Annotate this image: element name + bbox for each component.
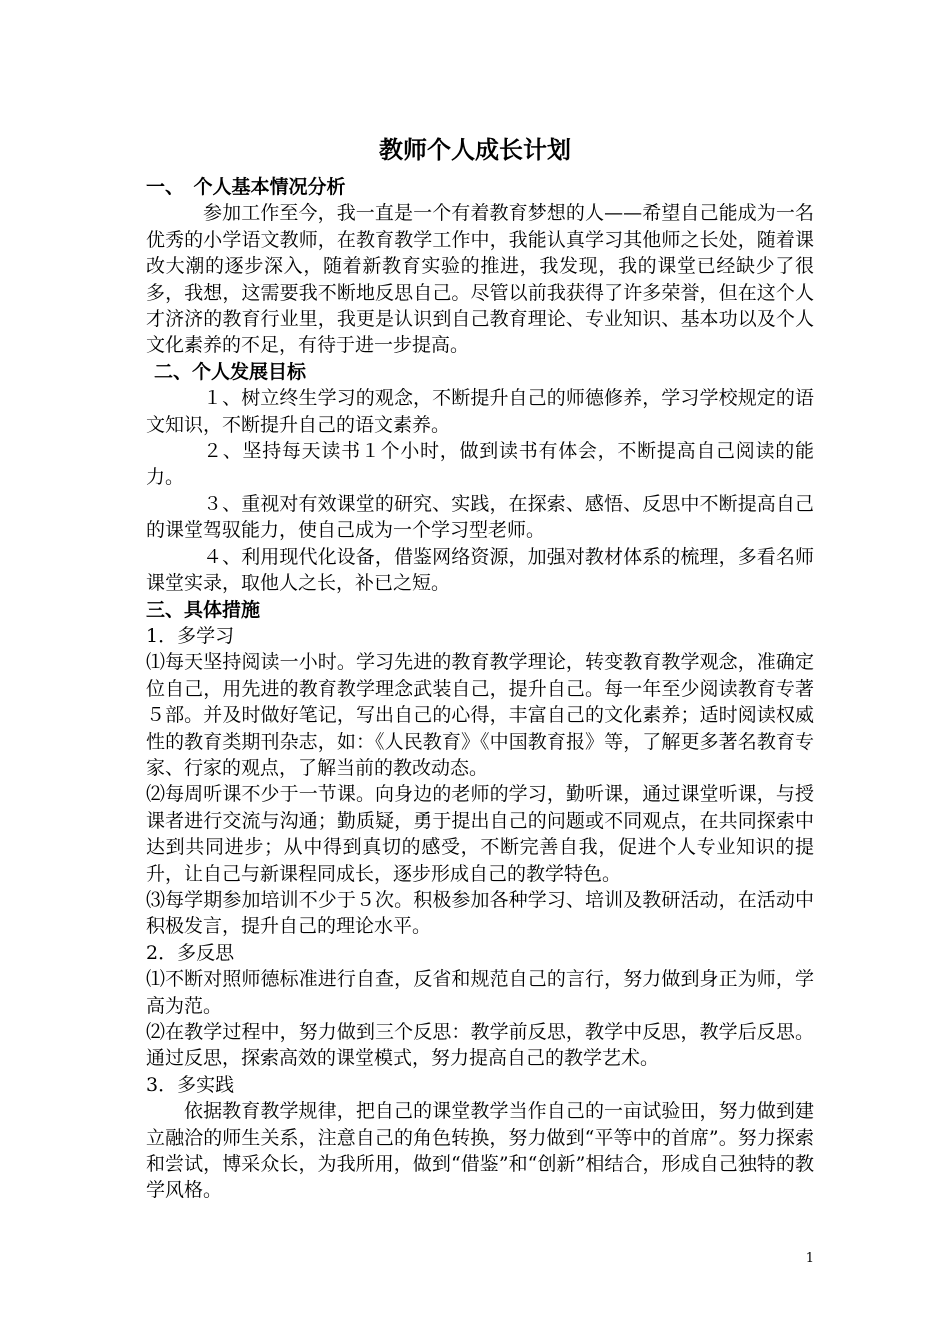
goal-item: ３、重视对有效课堂的研究、实践，在探索、感悟、反思中不断提高自己的课堂驾驭能力，使自己成为一个学习型老师。 (146, 492, 814, 542)
measure-label-reflect: 2．多反思 (146, 941, 235, 964)
section-heading-measures: 三、具体措施 (146, 598, 261, 621)
study-item: ⑵每周听课不少于一节课。向身边的老师的学习，勤听课，通过课堂听课，与授课者进行交流与沟通；勤质疑，勇于提出自己的问题或不同观点，在共同探索中达到共同进步；从中得到真切的感受，不断完善自我，促进个人专业知识的提升，让自己与新课程同成长，逐步形成自己的教学特色。 (146, 783, 814, 885)
study-item: ⑴每天坚持阅读一小时。学习先进的教育教学理论，转变教育教学观念，准确定位自己，用先进的教育教学理念武装自己，提升自己。每一年至少阅读教育专著５部。并及时做好笔记，写出自己的心得，丰富自己的文化素养；适时阅读权威性的教育类期刊杂志，如：《人民教育》《中国教育报》等，了解更多著名教育专家、行家的观点，了解当前的教改动态。 (146, 651, 814, 779)
goal-item: ４、利用现代化设备，借鉴网络资源，加强对教材体系的梳理，多看名师课堂实录，取他人之长，补已之短。 (146, 545, 814, 595)
basic-analysis-paragraph: 参加工作至今，我一直是一个有着教育梦想的人——希望自己能成为一名优秀的小学语文教师，在教育教学工作中，我能认真学习其他师之长处，随着课改大潮的逐步深入，随着新教育实验的推进，我发现，我的课堂已经缺少了很多，我想，这需要我不断地反思自己。尽管以前我获得了许多荣誉，但在这个人才济济的教育行业里，我更是认识到自己教育理论、专业知识、基本功以及个人文化素养的不足，有待于进一步提高。 (146, 202, 814, 357)
section-heading-development-goals: 二、个人发展目标 (154, 360, 307, 383)
section-heading-basic-analysis: 一、 个人基本情况分析 (146, 176, 346, 198)
reflect-item: ⑴不断对照师德标准进行自查，反省和规范自己的言行，努力做到身正为师，学高为范。 (146, 968, 814, 1017)
reflect-item: ⑵在教学过程中，努力做到三个反思：教学前反思，教学中反思，教学后反思。通过反思，探索高效的课堂模式，努力提高自己的教学艺术。 (146, 1021, 814, 1070)
measure-label-practice: 3．多实践 (146, 1073, 235, 1096)
measure-label-study: 1．多学习 (146, 624, 235, 647)
document-title: 教师个人成长计划 (379, 136, 571, 164)
goal-item: ２、坚持每天读书１个小时，做到读书有体会，不断提高自己阅读的能力。 (146, 440, 814, 489)
practice-paragraph: 依据教育教学规律，把自己的课堂教学当作自己的一亩试验田，努力做到建立融洽的师生关系，注意自己的角色转换，努力做到“平等中的首席”。努力探索和尝试，博采众长，为我所用，做到“借鉴”和“创新”相结合，形成自己独特的教学风格。 (146, 1100, 814, 1202)
goal-item: １、树立终生学习的观念，不断提升自己的师德修养，学习学校规定的语文知识，不断提升自己的语文素养。 (146, 387, 814, 436)
page-number: 1 (805, 1251, 814, 1266)
document-body (146, 174, 814, 1204)
study-item: ⑶每学期参加培训不少于５次。积极参加各种学习、培训及教研活动，在活动中积极发言，提升自己的理论水平。 (146, 888, 814, 938)
